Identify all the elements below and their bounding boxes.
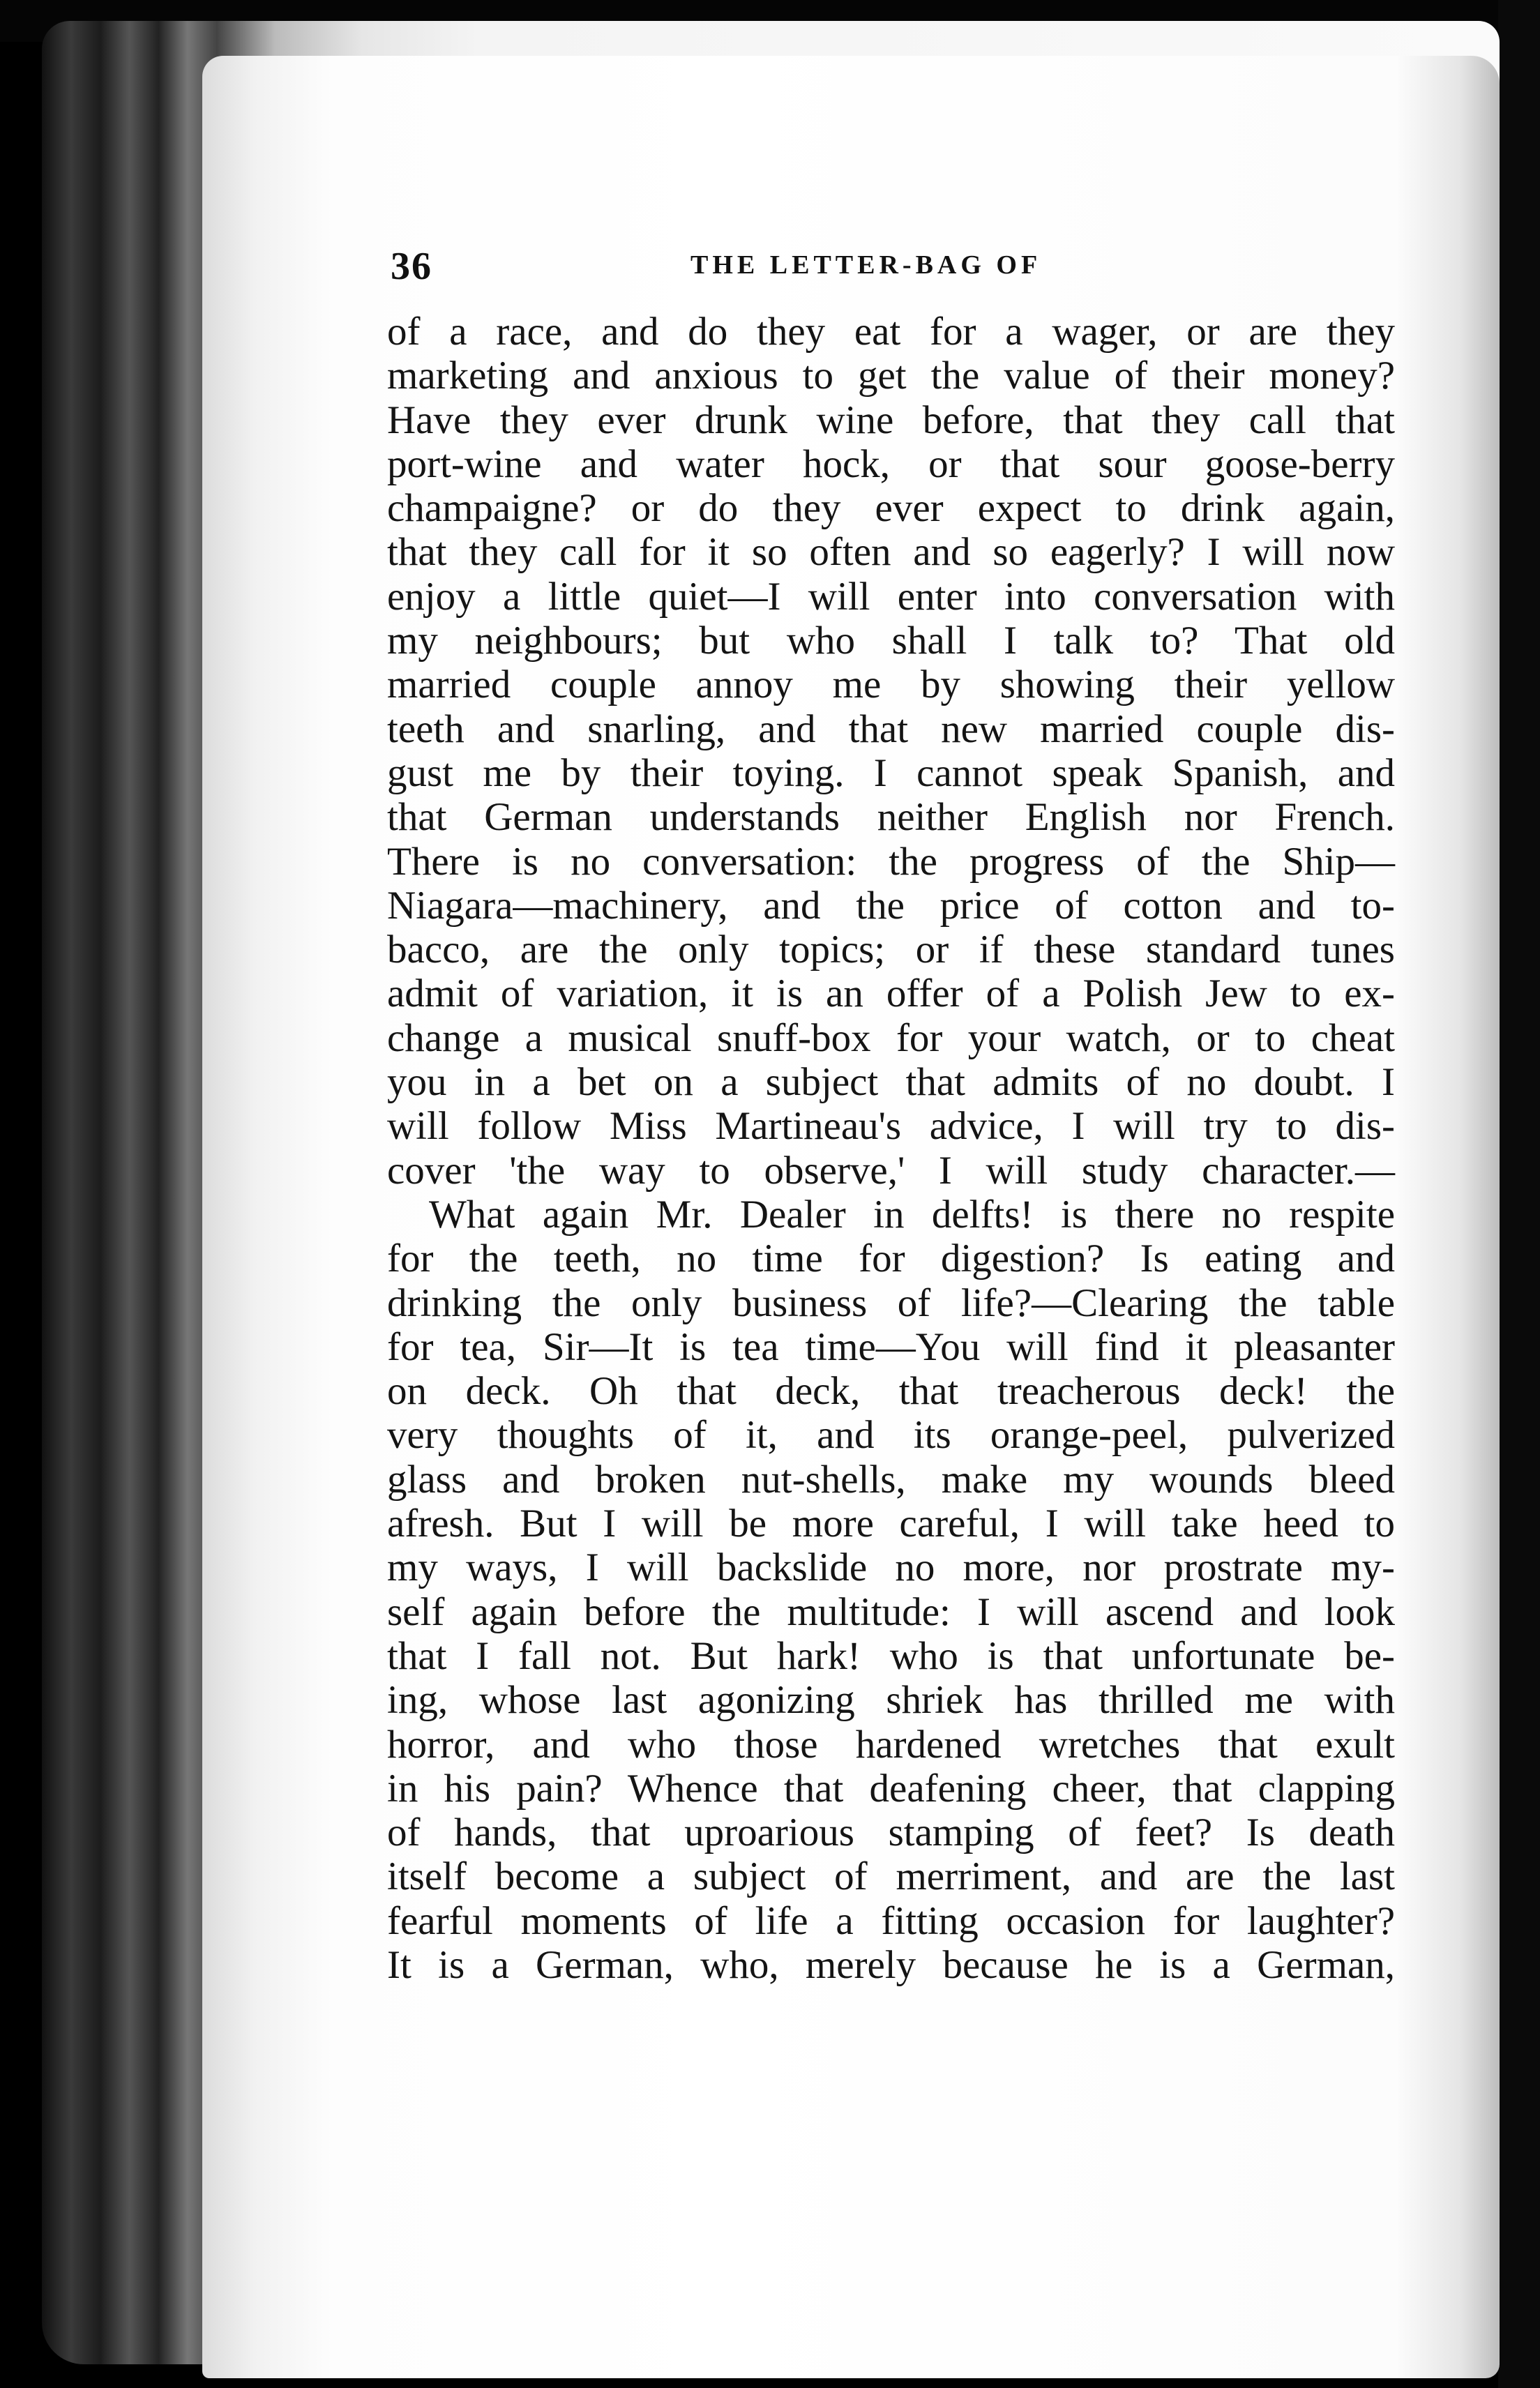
text-line: fearful moments of life a fitting occasion for laughter? bbox=[387, 1898, 1395, 1943]
text-line: change a musical snuff-box for your watch, or to cheat bbox=[387, 1015, 1395, 1060]
text-line: that they call for it so often and so eagerly? I will now bbox=[387, 530, 1395, 575]
text-line: itself become a subject of merriment, and are the last bbox=[387, 1854, 1395, 1899]
text-line: enjoy a little quiet—I will enter into conversation with bbox=[387, 574, 1395, 619]
text-line: marketing and anxious to get the value of their money? bbox=[387, 354, 1395, 398]
text-line: will follow Miss Martineau's advice, I will try to dis- bbox=[387, 1104, 1395, 1149]
text-line: glass and broken nut-shells, make my wounds bleed bbox=[387, 1457, 1395, 1502]
text-line: married couple annoy me by showing their yellow bbox=[387, 663, 1395, 707]
text-line: gust me by their toying. I cannot speak Spanish, and bbox=[387, 750, 1395, 795]
text-line: drinking the only business of life?—Clearing the table bbox=[387, 1280, 1395, 1325]
page-number: 36 bbox=[391, 245, 432, 288]
text-line: in his pain? Whence that deafening cheer, that clapping bbox=[387, 1766, 1395, 1811]
text-line: of hands, that uproarious stamping of feet? Is death bbox=[387, 1811, 1395, 1855]
text-line: self again before the multitude: I will ascend and look bbox=[387, 1589, 1395, 1634]
text-line: my neighbours; but who shall I talk to? That old bbox=[387, 619, 1395, 663]
text-line: admit of variation, it is an offer of a Polish Jew to ex- bbox=[387, 972, 1395, 1016]
running-title: THE LETTER-BAG OF bbox=[690, 250, 1042, 280]
scan-right-border bbox=[1498, 0, 1540, 2388]
text-line: of a race, and do they eat for a wager, or are they bbox=[387, 310, 1395, 354]
text-line: champaigne? or do they ever expect to drink again, bbox=[387, 486, 1395, 531]
running-head bbox=[391, 244, 1423, 293]
text-line-paragraph-start: What again Mr. Dealer in delfts! is there no respite bbox=[429, 1192, 1395, 1237]
body-text bbox=[387, 310, 1395, 1987]
text-line: cover 'the way to observe,' I will study character.— bbox=[387, 1148, 1395, 1193]
text-line: port-wine and water hock, or that sour goose-berry bbox=[387, 441, 1395, 486]
text-line: It is a German, who, merely because he is a German, bbox=[387, 1942, 1395, 1987]
text-line: Have they ever drunk wine before, that they call that bbox=[387, 398, 1395, 442]
text-line: on deck. Oh that deck, that treacherous deck! the bbox=[387, 1369, 1395, 1414]
text-line: bacco, are the only topics; or if these standard tunes bbox=[387, 928, 1395, 972]
text-line: for tea, Sir—It is tea time—You will find it pleasanter bbox=[387, 1324, 1395, 1369]
text-line: horror, and who those hardened wretches that exult bbox=[387, 1722, 1395, 1767]
text-line: There is no conversation: the progress of the Ship— bbox=[387, 839, 1395, 884]
text-line: afresh. But I will be more careful, I will take heed to bbox=[387, 1502, 1395, 1546]
text-line: teeth and snarling, and that new married couple dis- bbox=[387, 706, 1395, 751]
text-line: very thoughts of it, and its orange-peel, pulverized bbox=[387, 1413, 1395, 1458]
text-line: ing, whose last agonizing shriek has thrilled me with bbox=[387, 1678, 1395, 1723]
text-line: that I fall not. But hark! who is that unfortunate be- bbox=[387, 1633, 1395, 1678]
text-line: for the teeth, no time for digestion? Is eating and bbox=[387, 1237, 1395, 1281]
text-line: my ways, I will backslide no more, nor prostrate my- bbox=[387, 1546, 1395, 1590]
text-line: Niagara—machinery, and the price of cotton and to- bbox=[387, 883, 1395, 928]
text-line: you in a bet on a subject that admits of no doubt. I bbox=[387, 1060, 1395, 1105]
text-line: that German understands neither English nor French. bbox=[387, 795, 1395, 840]
